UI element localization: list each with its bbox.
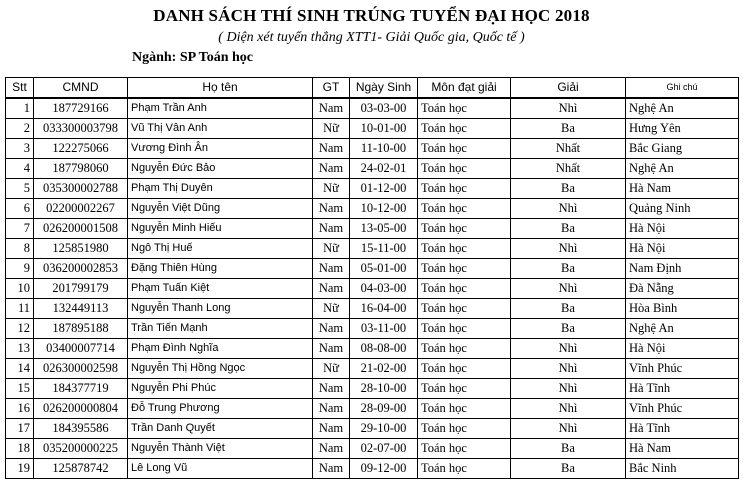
cell-dob: 29-10-00 bbox=[350, 419, 418, 439]
cell-dob: 28-09-00 bbox=[350, 399, 418, 419]
cell-cmnd: 187895188 bbox=[34, 319, 128, 339]
cell-cmnd: 026200001508 bbox=[34, 219, 128, 239]
cell-cmnd: 201799179 bbox=[34, 279, 128, 299]
table-row bbox=[6, 199, 739, 219]
cell-dob: 15-11-00 bbox=[350, 239, 418, 259]
table-row bbox=[6, 119, 739, 139]
cell-subject: Toán học bbox=[418, 419, 511, 439]
cell-dob: 28-10-00 bbox=[350, 379, 418, 399]
header-cmnd: CMND bbox=[34, 78, 128, 99]
cell-note: Nam Định bbox=[626, 259, 739, 279]
admission-table bbox=[5, 77, 739, 479]
cell-note: Hòa Bình bbox=[626, 299, 739, 319]
cell-stt: 8 bbox=[6, 239, 34, 259]
cell-cmnd: 184377719 bbox=[34, 379, 128, 399]
cell-note: Đà Nẵng bbox=[626, 279, 739, 299]
cell-name: Trần Tiến Mạnh bbox=[128, 319, 313, 339]
cell-stt: 2 bbox=[6, 119, 34, 139]
cell-gender: Nam bbox=[313, 319, 350, 339]
cell-stt: 3 bbox=[6, 139, 34, 159]
cell-dob: 02-07-00 bbox=[350, 439, 418, 459]
cell-name: Nguyễn Thành Việt bbox=[128, 439, 313, 459]
document-subtitle: ( Diện xét tuyển thẳng XTT1- Giải Quốc gia, Quốc tế ) bbox=[218, 30, 525, 45]
cell-dob: 09-12-00 bbox=[350, 459, 418, 479]
cell-stt: 19 bbox=[6, 459, 34, 479]
cell-prize: Ba bbox=[511, 119, 626, 139]
cell-stt: 17 bbox=[6, 419, 34, 439]
cell-name: Vương Đình Ân bbox=[128, 139, 313, 159]
cell-prize: Nhì bbox=[511, 98, 626, 119]
cell-subject: Toán học bbox=[418, 219, 511, 239]
cell-stt: 4 bbox=[6, 159, 34, 179]
cell-gender: Nữ bbox=[313, 179, 350, 199]
cell-name: Trần Danh Quyết bbox=[128, 419, 313, 439]
cell-stt: 15 bbox=[6, 379, 34, 399]
cell-note: Hà Nội bbox=[626, 339, 739, 359]
cell-name: Phạm Đình Nghĩa bbox=[128, 339, 313, 359]
cell-name: Đỗ Trung Phương bbox=[128, 399, 313, 419]
cell-stt: 12 bbox=[6, 319, 34, 339]
cell-stt: 13 bbox=[6, 339, 34, 359]
table-row bbox=[6, 259, 739, 279]
cell-cmnd: 187798060 bbox=[34, 159, 128, 179]
cell-stt: 11 bbox=[6, 299, 34, 319]
cell-note: Hưng Yên bbox=[626, 119, 739, 139]
header-subject: Môn đạt giải bbox=[418, 78, 511, 99]
table-row bbox=[6, 419, 739, 439]
cell-stt: 6 bbox=[6, 199, 34, 219]
cell-name: Phạm Trần Anh bbox=[128, 98, 313, 119]
cell-dob: 11-10-00 bbox=[350, 139, 418, 159]
cell-cmnd: 187729166 bbox=[34, 98, 128, 119]
cell-note: Vĩnh Phúc bbox=[626, 399, 739, 419]
cell-gender: Nam bbox=[313, 159, 350, 179]
cell-gender: Nam bbox=[313, 98, 350, 119]
cell-note: Nghệ An bbox=[626, 319, 739, 339]
cell-stt: 18 bbox=[6, 439, 34, 459]
cell-cmnd: 026300002598 bbox=[34, 359, 128, 379]
cell-gender: Nữ bbox=[313, 299, 350, 319]
cell-name: Nguyễn Thị Hồng Ngọc bbox=[128, 359, 313, 379]
cell-note: Hà Tĩnh bbox=[626, 419, 739, 439]
cell-name: Lê Long Vũ bbox=[128, 459, 313, 479]
table-row bbox=[6, 98, 739, 119]
cell-stt: 5 bbox=[6, 179, 34, 199]
cell-name: Nguyễn Minh Hiếu bbox=[128, 219, 313, 239]
cell-gender: Nam bbox=[313, 419, 350, 439]
cell-subject: Toán học bbox=[418, 459, 511, 479]
cell-prize: Nhì bbox=[511, 419, 626, 439]
cell-gender: Nam bbox=[313, 459, 350, 479]
cell-cmnd: 033300003798 bbox=[34, 119, 128, 139]
cell-prize: Ba bbox=[511, 299, 626, 319]
table-row bbox=[6, 339, 739, 359]
cell-dob: 24-02-01 bbox=[350, 159, 418, 179]
cell-gender: Nam bbox=[313, 139, 350, 159]
cell-cmnd: 122275066 bbox=[34, 139, 128, 159]
header-gender: GT bbox=[313, 78, 350, 99]
cell-note: Bắc Giang bbox=[626, 139, 739, 159]
table-row bbox=[6, 399, 739, 419]
cell-subject: Toán học bbox=[418, 359, 511, 379]
cell-stt: 9 bbox=[6, 259, 34, 279]
cell-gender: Nam bbox=[313, 399, 350, 419]
major-label: Ngành: SP Toán học bbox=[132, 50, 253, 65]
cell-stt: 10 bbox=[6, 279, 34, 299]
cell-dob: 04-03-00 bbox=[350, 279, 418, 299]
cell-note: Hà Nội bbox=[626, 239, 739, 259]
cell-dob: 01-12-00 bbox=[350, 179, 418, 199]
cell-prize: Ba bbox=[511, 259, 626, 279]
cell-name: Nguyễn Phi Phúc bbox=[128, 379, 313, 399]
cell-prize: Nhì bbox=[511, 239, 626, 259]
table-row bbox=[6, 239, 739, 259]
cell-gender: Nữ bbox=[313, 359, 350, 379]
cell-gender: Nam bbox=[313, 199, 350, 219]
table-body bbox=[6, 98, 739, 479]
cell-name: Nguyễn Thanh Long bbox=[128, 299, 313, 319]
cell-cmnd: 132449113 bbox=[34, 299, 128, 319]
cell-name: Ngô Thị Huế bbox=[128, 239, 313, 259]
cell-name: Phạm Thị Duyên bbox=[128, 179, 313, 199]
cell-dob: 05-01-00 bbox=[350, 259, 418, 279]
cell-subject: Toán học bbox=[418, 259, 511, 279]
cell-name: Vũ Thị Vân Anh bbox=[128, 119, 313, 139]
cell-cmnd: 036200002853 bbox=[34, 259, 128, 279]
cell-note: Quảng Ninh bbox=[626, 199, 739, 219]
cell-cmnd: 125878742 bbox=[34, 459, 128, 479]
cell-prize: Nhì bbox=[511, 279, 626, 299]
cell-note: Hà Nam bbox=[626, 179, 739, 199]
cell-note: Nghệ An bbox=[626, 159, 739, 179]
cell-stt: 16 bbox=[6, 399, 34, 419]
cell-dob: 03-03-00 bbox=[350, 98, 418, 119]
cell-note: Hà Nội bbox=[626, 219, 739, 239]
cell-cmnd: 184395586 bbox=[34, 419, 128, 439]
table-row bbox=[6, 179, 739, 199]
cell-dob: 16-04-00 bbox=[350, 299, 418, 319]
cell-subject: Toán học bbox=[418, 439, 511, 459]
cell-gender: Nam bbox=[313, 279, 350, 299]
cell-prize: Nhất bbox=[511, 159, 626, 179]
cell-prize: Nhì bbox=[511, 399, 626, 419]
cell-dob: 03-11-00 bbox=[350, 319, 418, 339]
cell-cmnd: 035200000225 bbox=[34, 439, 128, 459]
cell-subject: Toán học bbox=[418, 399, 511, 419]
table-row bbox=[6, 219, 739, 239]
cell-cmnd: 035300002788 bbox=[34, 179, 128, 199]
cell-dob: 21-02-00 bbox=[350, 359, 418, 379]
cell-subject: Toán học bbox=[418, 98, 511, 119]
cell-subject: Toán học bbox=[418, 319, 511, 339]
cell-subject: Toán học bbox=[418, 139, 511, 159]
cell-prize: Nhì bbox=[511, 199, 626, 219]
table-row bbox=[6, 159, 739, 179]
cell-gender: Nam bbox=[313, 259, 350, 279]
cell-subject: Toán học bbox=[418, 239, 511, 259]
cell-gender: Nam bbox=[313, 339, 350, 359]
header-note: Ghi chú bbox=[626, 78, 739, 99]
cell-dob: 13-05-00 bbox=[350, 219, 418, 239]
table-row bbox=[6, 359, 739, 379]
cell-stt: 14 bbox=[6, 359, 34, 379]
table-row bbox=[6, 139, 739, 159]
cell-subject: Toán học bbox=[418, 299, 511, 319]
cell-gender: Nữ bbox=[313, 239, 350, 259]
cell-prize: Ba bbox=[511, 219, 626, 239]
table-row bbox=[6, 299, 739, 319]
cell-cmnd: 026200000804 bbox=[34, 399, 128, 419]
cell-name: Phạm Tuấn Kiệt bbox=[128, 279, 313, 299]
header-dob: Ngày Sinh bbox=[350, 78, 418, 99]
cell-prize: Nhì bbox=[511, 339, 626, 359]
cell-note: Hà Tĩnh bbox=[626, 379, 739, 399]
cell-subject: Toán học bbox=[418, 279, 511, 299]
header-stt: Stt bbox=[6, 78, 34, 99]
cell-prize: Nhì bbox=[511, 359, 626, 379]
table-header-row bbox=[6, 78, 739, 99]
cell-name: Đặng Thiên Hùng bbox=[128, 259, 313, 279]
cell-subject: Toán học bbox=[418, 379, 511, 399]
cell-note: Hà Nam bbox=[626, 439, 739, 459]
cell-subject: Toán học bbox=[418, 339, 511, 359]
cell-dob: 10-01-00 bbox=[350, 119, 418, 139]
cell-note: Nghệ An bbox=[626, 98, 739, 119]
cell-subject: Toán học bbox=[418, 179, 511, 199]
table-row bbox=[6, 319, 739, 339]
cell-stt: 7 bbox=[6, 219, 34, 239]
cell-gender: Nam bbox=[313, 219, 350, 239]
cell-prize: Nhì bbox=[511, 379, 626, 399]
cell-note: Bắc Ninh bbox=[626, 459, 739, 479]
cell-prize: Ba bbox=[511, 459, 626, 479]
cell-stt: 1 bbox=[6, 98, 34, 119]
cell-gender: Nam bbox=[313, 439, 350, 459]
document-title: DANH SÁCH THÍ SINH TRÚNG TUYỂN ĐẠI HỌC 2018 bbox=[153, 6, 590, 25]
cell-prize: Ba bbox=[511, 179, 626, 199]
table-row bbox=[6, 439, 739, 459]
cell-gender: Nữ bbox=[313, 119, 350, 139]
cell-note: Vĩnh Phúc bbox=[626, 359, 739, 379]
cell-name: Nguyễn Đức Bảo bbox=[128, 159, 313, 179]
header-name: Họ tên bbox=[128, 78, 313, 99]
cell-cmnd: 02200002267 bbox=[34, 199, 128, 219]
cell-subject: Toán học bbox=[418, 119, 511, 139]
table-row bbox=[6, 379, 739, 399]
cell-subject: Toán học bbox=[418, 159, 511, 179]
cell-dob: 10-12-00 bbox=[350, 199, 418, 219]
cell-cmnd: 03400007714 bbox=[34, 339, 128, 359]
cell-dob: 08-08-00 bbox=[350, 339, 418, 359]
cell-name: Nguyễn Việt Dũng bbox=[128, 199, 313, 219]
cell-prize: Ba bbox=[511, 439, 626, 459]
cell-subject: Toán học bbox=[418, 199, 511, 219]
table-row bbox=[6, 279, 739, 299]
header-prize: Giải bbox=[511, 78, 626, 99]
table-row bbox=[6, 459, 739, 479]
cell-prize: Ba bbox=[511, 319, 626, 339]
cell-gender: Nam bbox=[313, 379, 350, 399]
cell-cmnd: 125851980 bbox=[34, 239, 128, 259]
cell-prize: Nhất bbox=[511, 139, 626, 159]
